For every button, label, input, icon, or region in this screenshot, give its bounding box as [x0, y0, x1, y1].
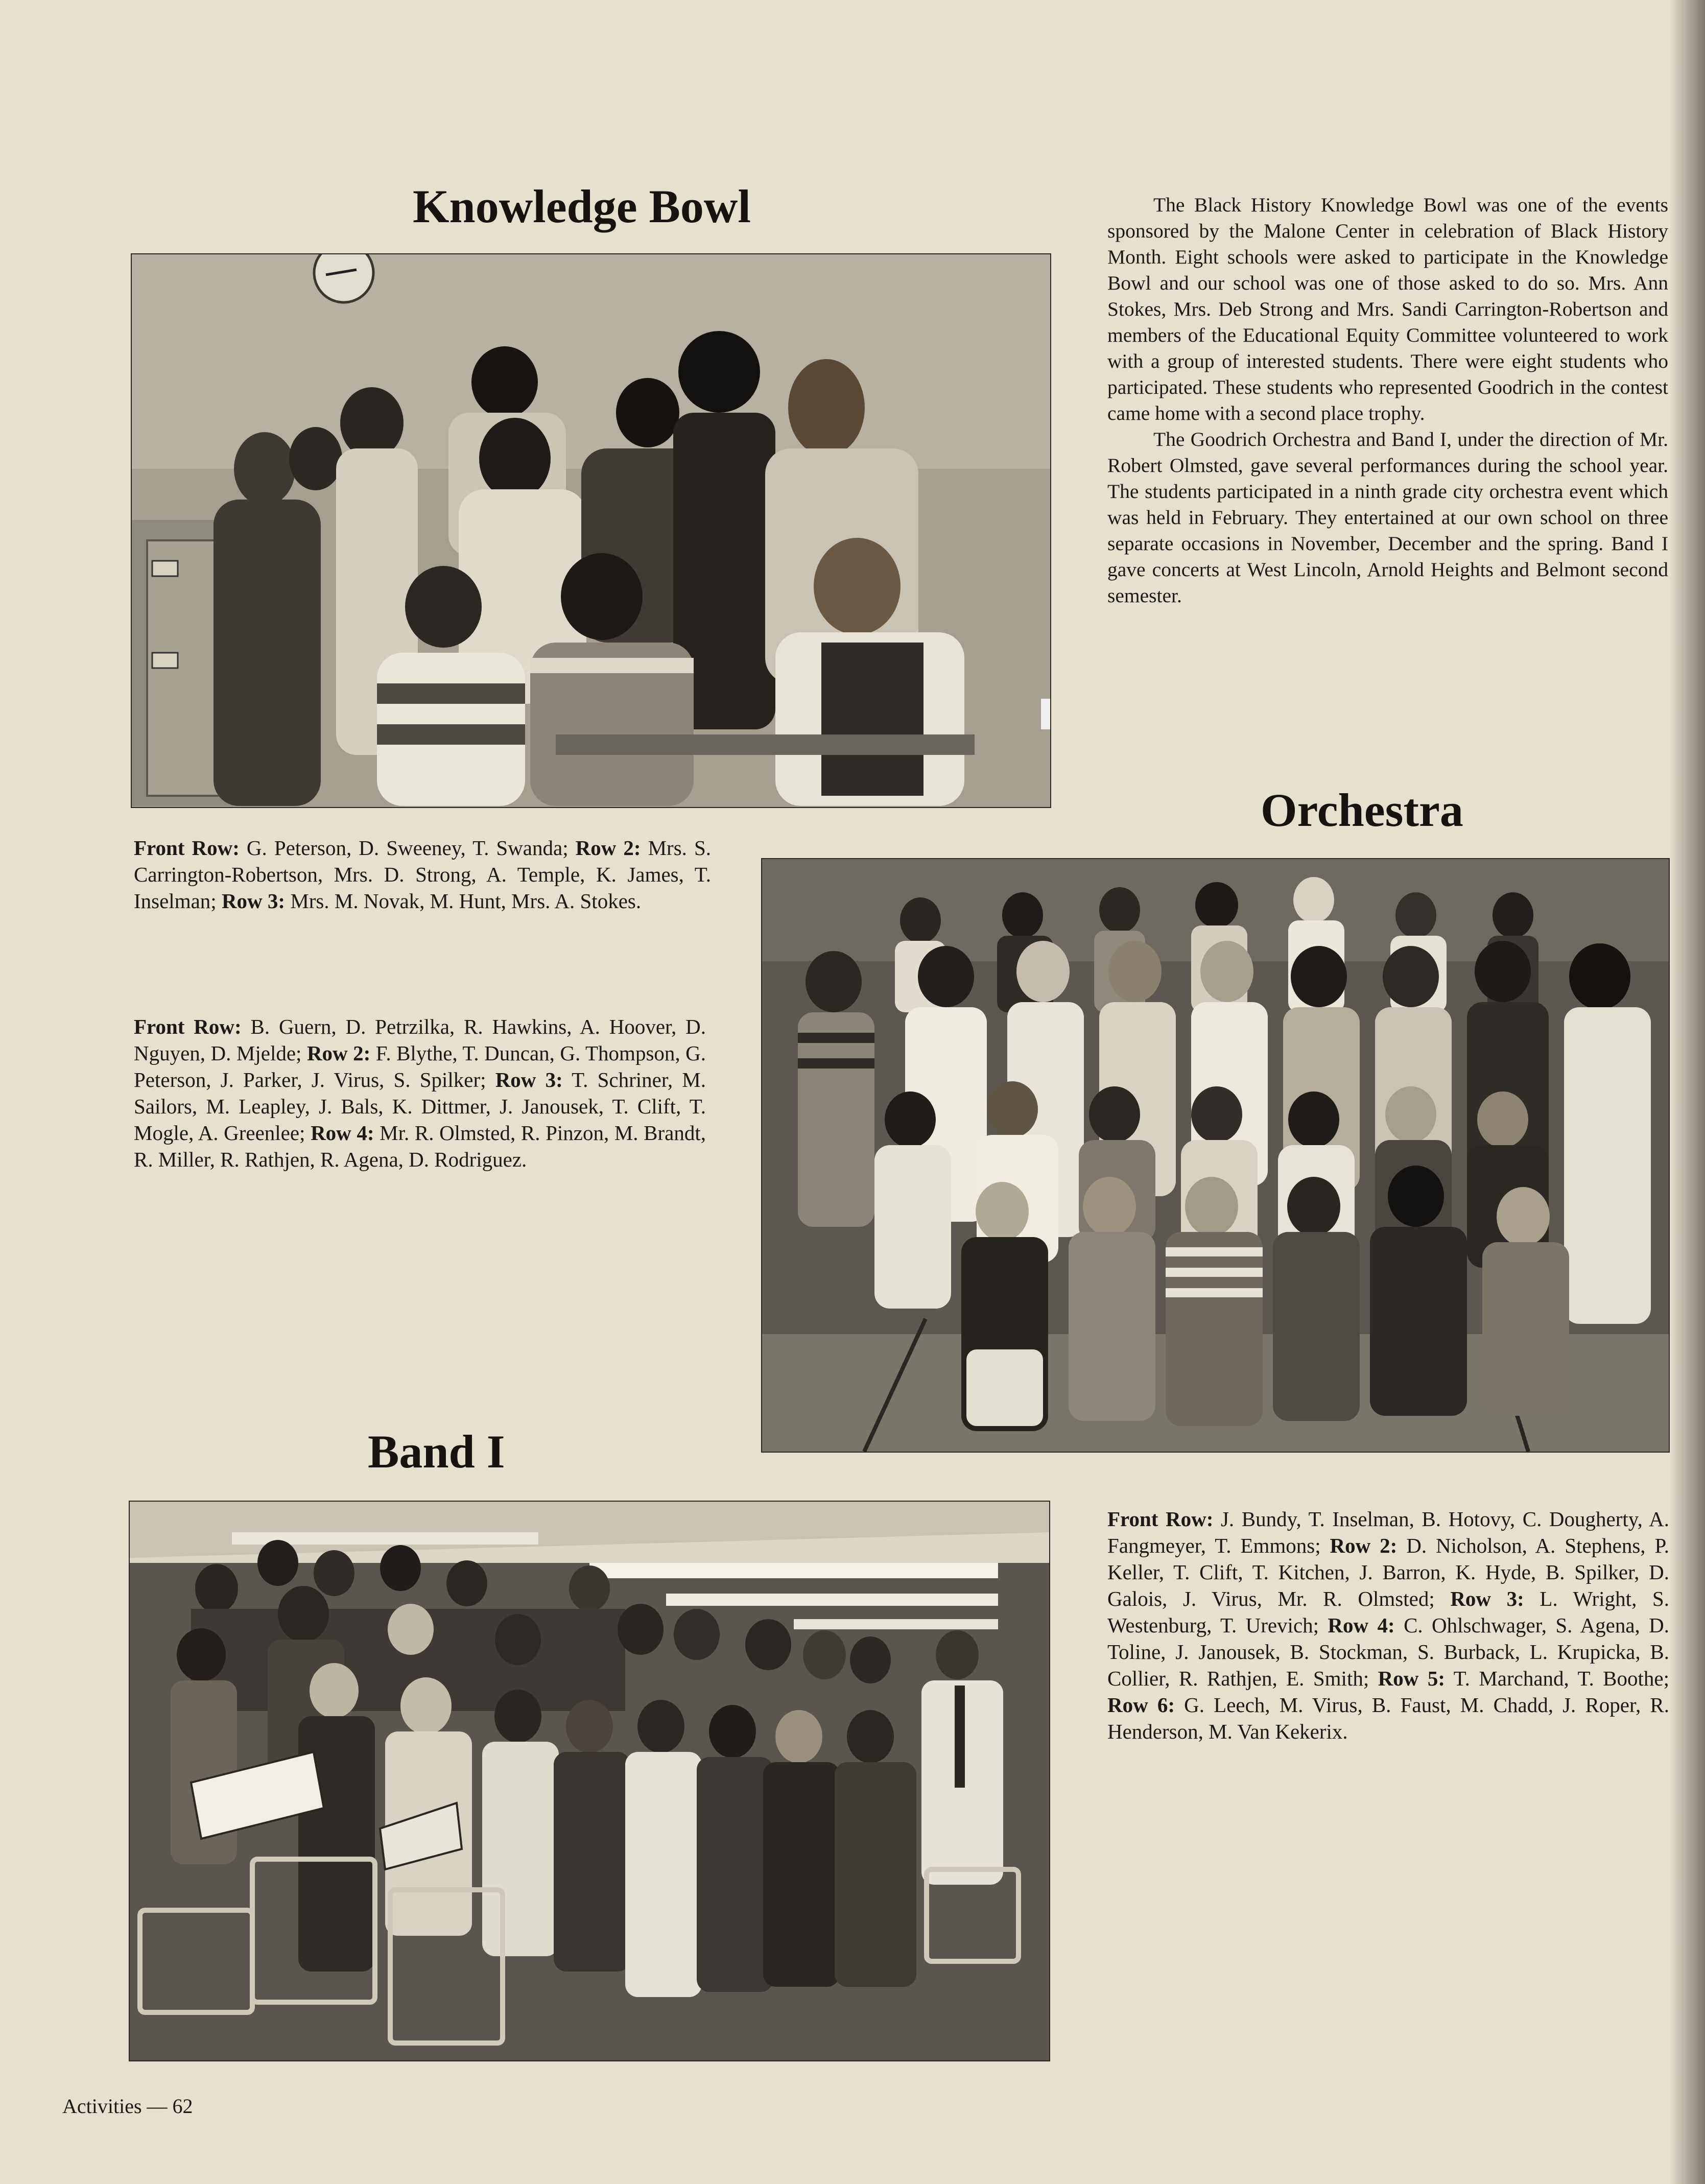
orchestra-photo: [761, 858, 1670, 1453]
band-caption-label-row2: Row 2:: [1330, 1534, 1398, 1557]
kb-caption-label-row2: Row 2:: [575, 836, 641, 860]
kb-caption-text-front: G. Peterson, D. Sweeney, T. Swanda;: [239, 836, 576, 860]
band-caption-text-row5: T. Marchand, T. Boothe;: [1444, 1667, 1670, 1690]
orch-caption-text-front: B. Guern, D. Petrzilka, R. Hawkins, A. Hoover, D. Nguyen, D. Mjelde;: [134, 1015, 706, 1065]
band-caption: [1107, 1506, 1669, 1745]
knowledge-bowl-photo: [131, 253, 1051, 808]
knowledge-bowl-caption: [134, 835, 711, 914]
band-photo: [129, 1501, 1050, 2061]
band-caption-text-row6: G. Leech, M. Virus, B. Faust, M. Chadd, J. Roper, R. Henderson, M. Van Kekerix.: [1107, 1693, 1669, 1743]
orch-caption-text-row3: T. Schriner, M. Sailors, M. Leapley, J. Bals, K. Dittmer, J. Janousek, T. Clift, T. Mogle, A. Greenlee;: [134, 1068, 706, 1145]
kb-caption-text-row2: Mrs. S. Carrington-Robertson, Mrs. D. Strong, A. Temple, K. James, T. Inselman;: [134, 836, 712, 913]
article-paragraph: The Goodrich Orchestra and Band I, under the direction of Mr. Robert Olmsted, gave several performances during the school year. The students participated in a ninth grade city orchestra event which was held in February. They entertained at our own school on three separate occasions in November, December and the spring. Band I gave concerts at West Lincoln, Arnold Heights and Belmont second semester.: [1107, 428, 1668, 607]
knowledge-bowl-heading: Knowledge Bowl: [413, 180, 751, 232]
band-caption-text-row2: D. Nicholson, A. Stephens, P. Keller, T. Clift, T. Kitchen, J. Barron, K. Hyde, B. Spilker, D. Galois, J. Virus, Mr. R. Olmsted;: [1107, 1534, 1669, 1610]
band-caption-text-row4: C. Ohlschwager, S. Agena, D. Toline, J. Janousek, B. Stockman, S. Burback, L. Krupicka, B. Collier, R. Rathjen, E. Smith;: [1107, 1613, 1670, 1690]
page-edge-shadow: [1669, 0, 1705, 2184]
band-caption-text-row3: L. Wright, S. Westenburg, T. Urevich;: [1107, 1587, 1669, 1637]
kb-caption-text-row3: Mrs. M. Novak, M. Hunt, Mrs. A. Stokes.: [285, 889, 642, 913]
band-caption-label-row6: Row 6:: [1107, 1693, 1175, 1717]
orchestra-heading: Orchestra: [1261, 784, 1463, 836]
article-body: [1107, 192, 1668, 609]
orch-caption-text-row4: Mr. R. Olmsted, R. Pinzon, M. Brandt, R. Miller, R. Rathjen, R. Agena, D. Rodriguez.: [134, 1121, 706, 1171]
kb-caption-label-front: Front Row:: [134, 836, 240, 860]
band-caption-label-row4: Row 4:: [1328, 1613, 1395, 1637]
band-caption-label-row3: Row 3:: [1450, 1587, 1524, 1610]
page-footer: Activities — 62: [62, 2095, 193, 2118]
article-paragraph: The Black History Knowledge Bowl was one of the events sponsored by the Malone Center in celebration of Black History Month. Eight schools were asked to participate in the Knowledge Bowl and our school was one of those asked to do so. Mrs. Ann Stokes, Mrs. Deb Strong and Mrs. Sandi Carrington-Robertson and members of the Educational Equity Committee volunteered to work with a group of interested students. There were eight students who participated. These students who represented Goodrich in the contest came home with a second place trophy.: [1107, 194, 1668, 424]
orch-caption-label-row4: Row 4:: [311, 1121, 374, 1145]
band-heading: Band I: [368, 1426, 505, 1478]
orch-caption-text-row2: F. Blythe, T. Duncan, G. Thompson, G. Peterson, J. Parker, J. Virus, S. Spilker;: [134, 1041, 706, 1091]
orchestra-caption: [134, 1013, 706, 1173]
band-caption-text-front: J. Bundy, T. Inselman, B. Hotovy, C. Dougherty, A. Fangmeyer, T. Emmons;: [1107, 1507, 1669, 1557]
band-caption-label-front: Front Row:: [1107, 1507, 1214, 1531]
orch-caption-label-row2: Row 2:: [306, 1041, 371, 1065]
orch-caption-label-row3: Row 3:: [495, 1068, 563, 1091]
band-caption-label-row5: Row 5:: [1378, 1667, 1445, 1690]
orch-caption-label-front: Front Row:: [134, 1015, 242, 1038]
kb-caption-label-row3: Row 3:: [221, 889, 286, 913]
